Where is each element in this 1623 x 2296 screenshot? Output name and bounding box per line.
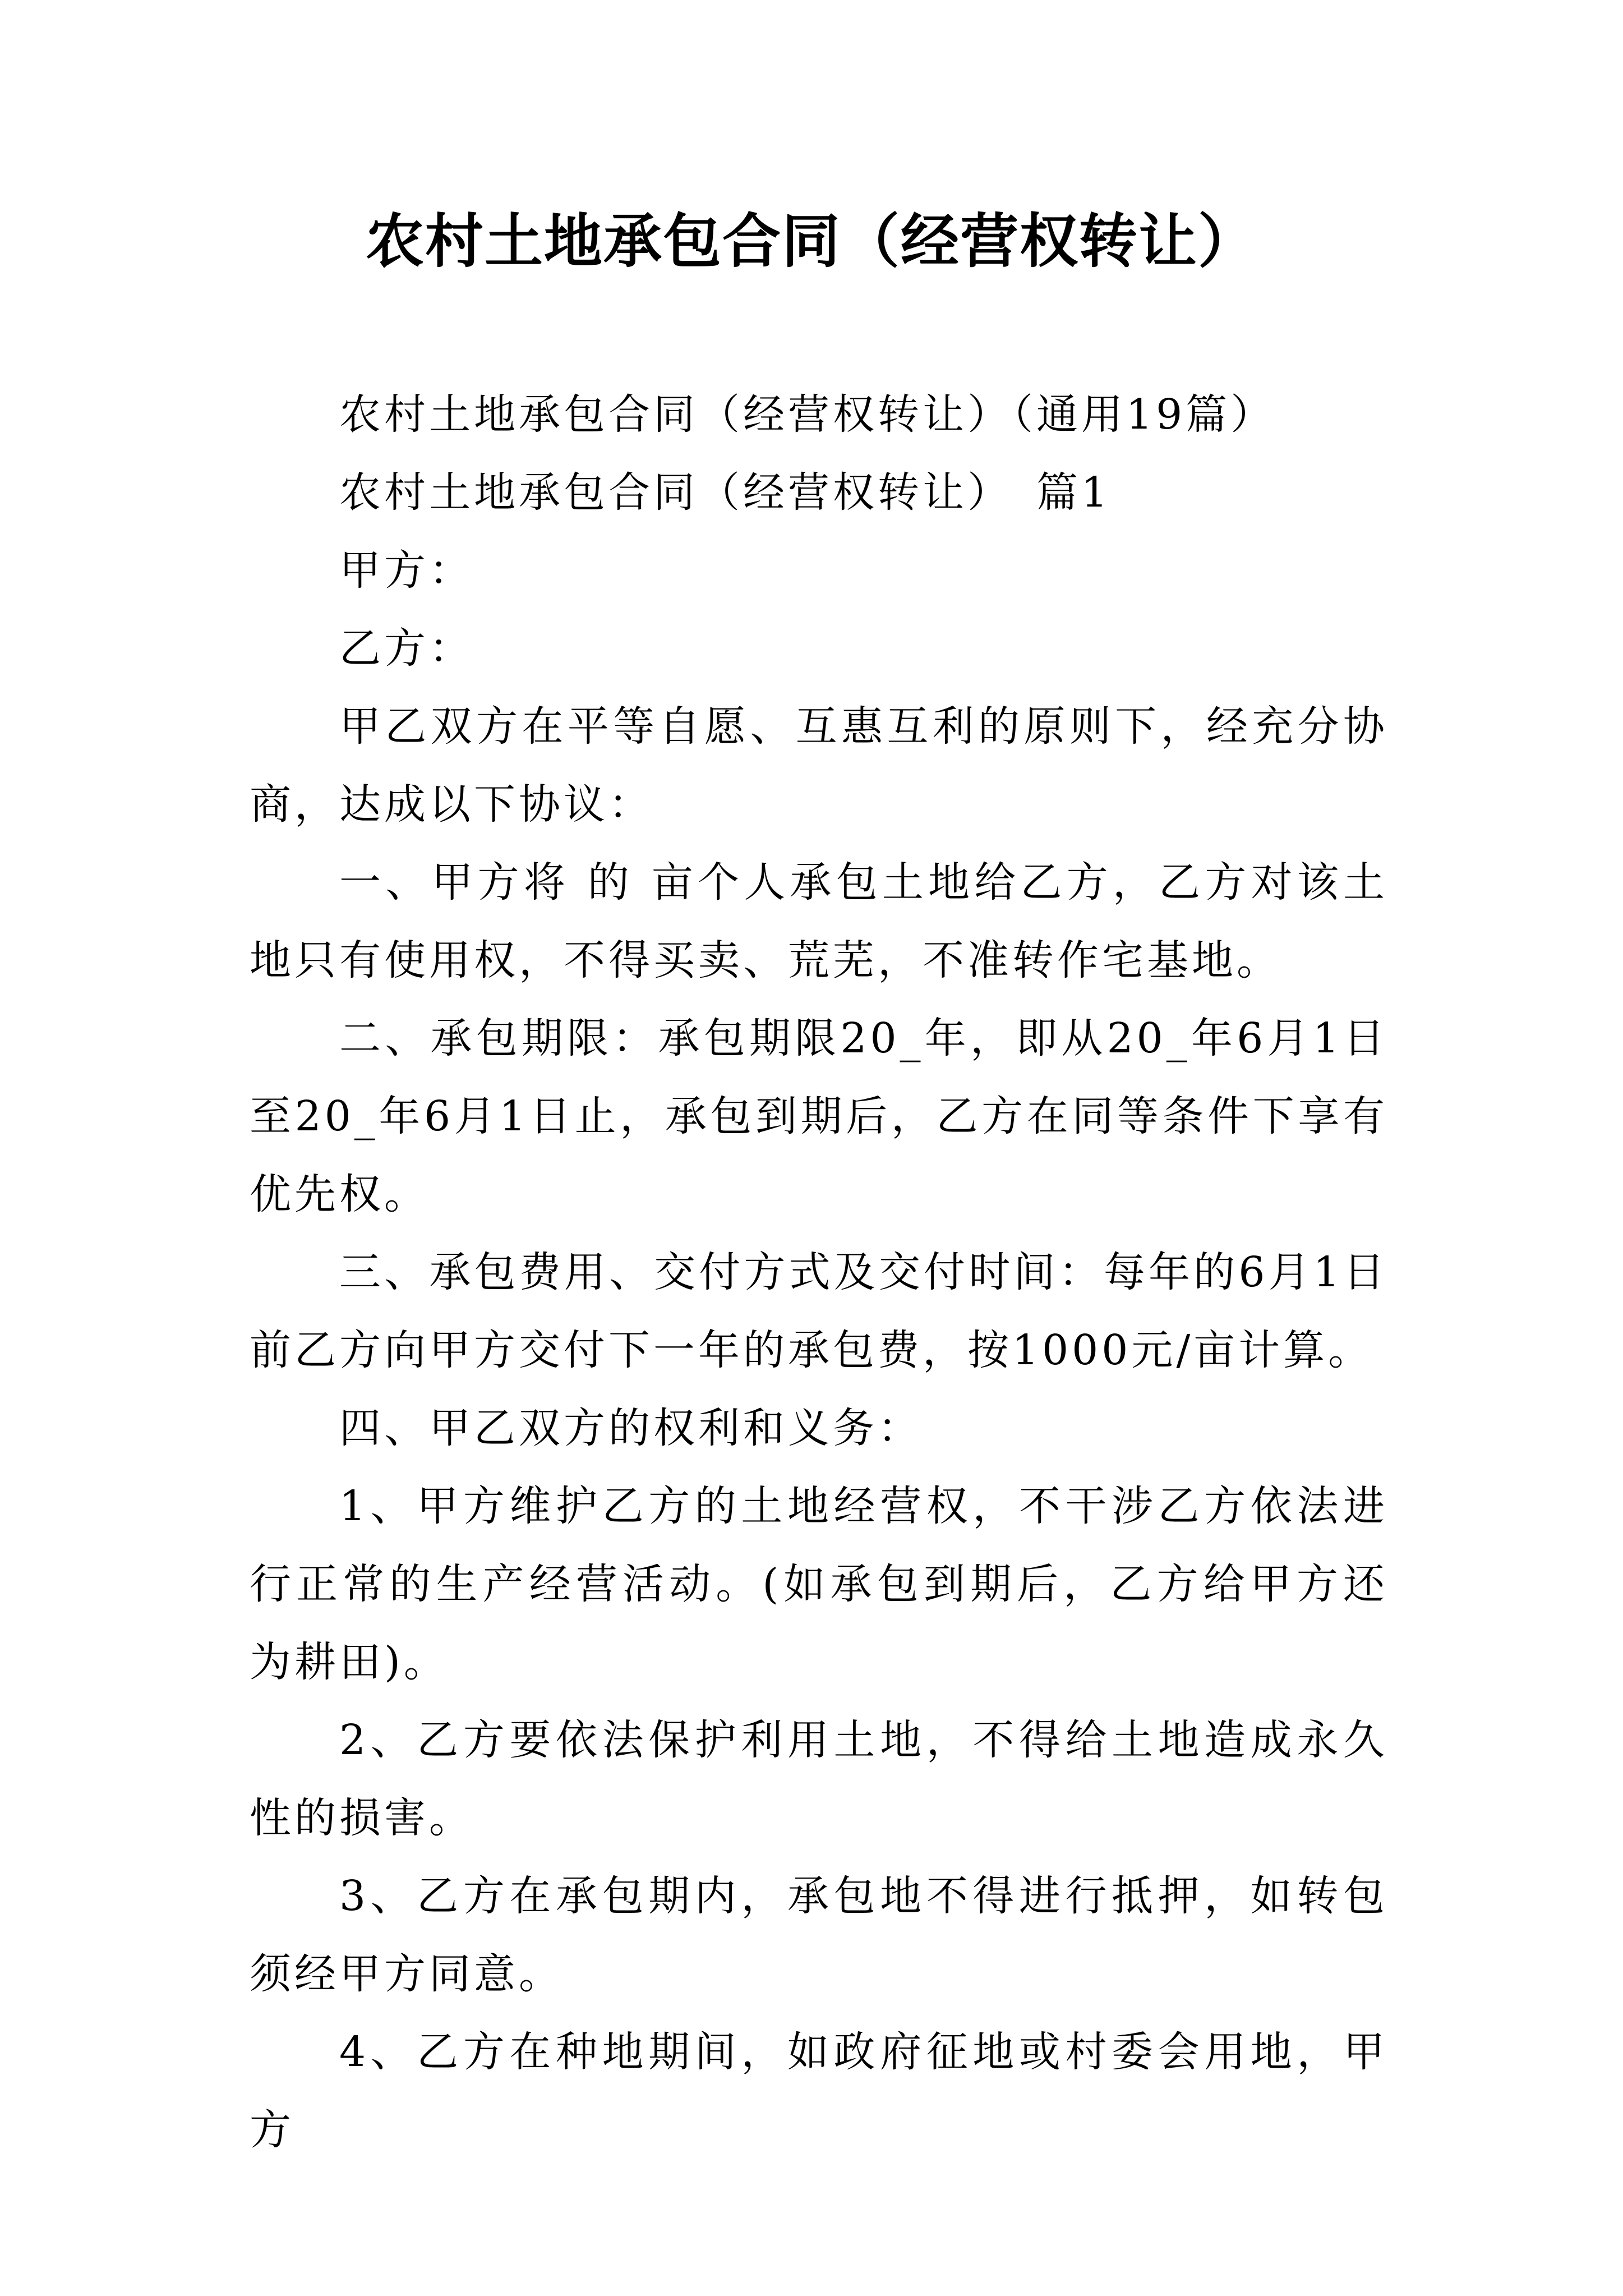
item-2-paragraph: 2、乙方要依法保护利用土地，不得给土地造成永久性的损害。 bbox=[250, 1716, 1388, 1842]
party-a-line: 甲方： bbox=[339, 546, 474, 595]
subtitle-part: 农村土地承包合同（经营权转让） 篇1 bbox=[339, 468, 1112, 517]
document-body bbox=[250, 376, 1388, 2169]
clause-2-paragraph: 二、承包期限：承包期限20_年，即从20_年6月1日至20_年6月1日止，承包到期后，乙方在同等条件下享有优先权。 bbox=[250, 1014, 1388, 1218]
clause-3-paragraph: 三、承包费用、交付方式及交付时间：每年的6月1日前乙方向甲方交付下一年的承包费，按1000元/亩计算。 bbox=[250, 1248, 1388, 1374]
document-title: 农村土地承包合同（经营权转让） bbox=[365, 207, 1257, 275]
party-b-line: 乙方： bbox=[339, 624, 474, 673]
subtitle-collection: 农村土地承包合同（经营权转让）（通用19篇） bbox=[339, 390, 1276, 439]
item-4-paragraph: 4、乙方在种地期间，如政府征地或村委会用地，甲方 bbox=[250, 2028, 1388, 2154]
preamble-paragraph: 甲乙双方在平等自愿、互惠互利的原则下，经充分协商，达成以下协议： bbox=[250, 702, 1388, 829]
clause-1-paragraph: 一、甲方将 的 亩个人承包土地给乙方，乙方对该土地只有使用权，不得买卖、荒芜，不准转作宅基地。 bbox=[250, 858, 1388, 984]
item-1-paragraph: 1、甲方维护乙方的土地经营权，不干涉乙方依法进行正常的生产经营活动。(如承包到期后，乙方给甲方还为耕田)。 bbox=[250, 1482, 1388, 1686]
item-3-paragraph: 3、乙方在承包期内，承包地不得进行抵押，如转包须经甲方同意。 bbox=[250, 1872, 1388, 1998]
clause-4-heading: 四、甲乙双方的权利和义务： bbox=[339, 1404, 923, 1452]
